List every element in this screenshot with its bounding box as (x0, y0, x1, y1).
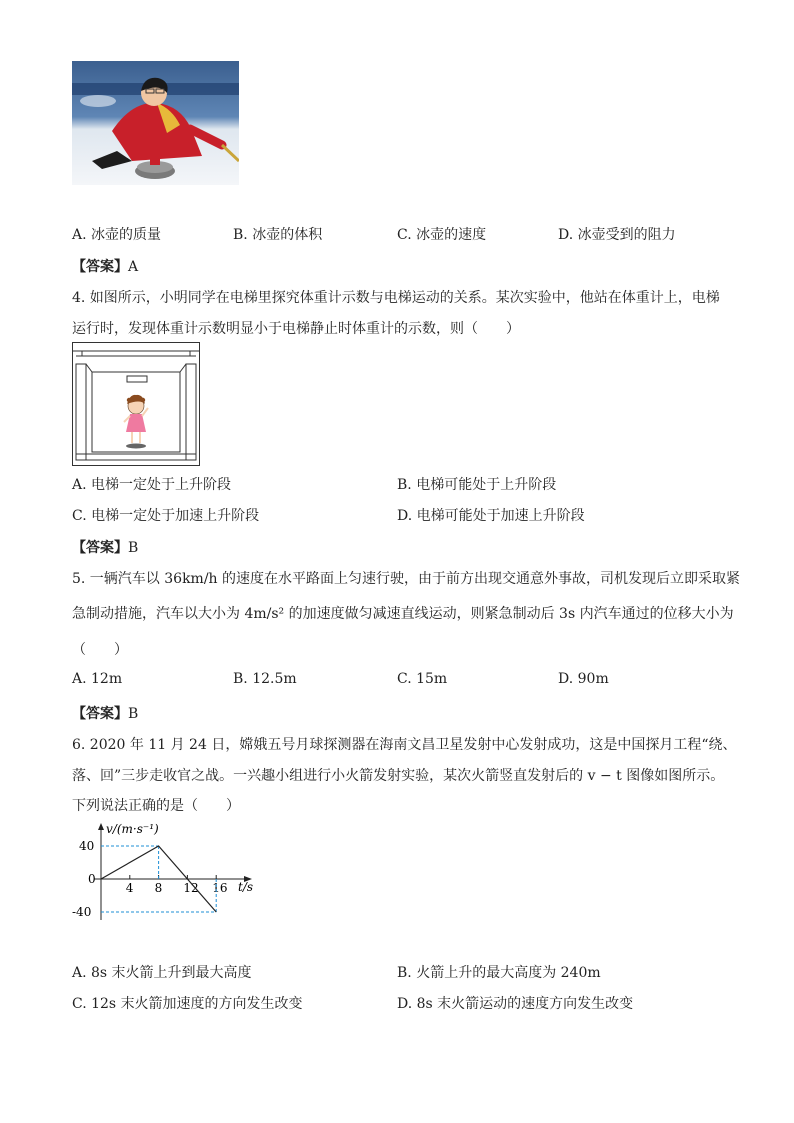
q3-option-a: A. 冰壶的质量 (72, 227, 162, 243)
q4-option-c: C. 电梯一定处于加速上升阶段 (72, 508, 260, 524)
answer-label: 【答案】 (72, 706, 128, 722)
y-tick-label: -40 (72, 905, 92, 919)
q4-stem-line-1: 4. 如图所示，小明同学在电梯里探究体重计示数与电梯运动的关系。某次实验中，他站在体重计上，电梯 (72, 290, 720, 306)
q5-stem-line-3: （ ） (72, 642, 128, 658)
q5-option-a: A. 12m (72, 671, 123, 687)
q3-answer (72, 256, 138, 276)
y-axis-label: v/(m·s⁻¹) (106, 822, 159, 836)
q4-answer (72, 537, 138, 557)
curling-photo (72, 61, 239, 185)
vt-graph-svg (72, 820, 272, 925)
q6-option-b: B. 火箭上升的最大高度为 240m (397, 965, 601, 981)
elevator-diagram (72, 342, 200, 466)
vt-graph (72, 820, 272, 925)
q4-option-b: B. 电梯可能处于上升阶段 (397, 477, 557, 493)
answer-value: B (128, 540, 139, 556)
q6-stem-line-2: 落、回”三步走收官之战。一兴趣小组进行小火箭发射实验，某次火箭竖直发射后的 v − t 图像如图所示。 (72, 768, 725, 784)
x-tick-label: 4 (125, 881, 134, 895)
curling-photo-image (72, 61, 239, 185)
answer-value: A (128, 259, 139, 275)
q5-stem-line-2: 急制动措施，汽车以大小为 4m/s² 的加速度做匀减速直线运动，则紧急制动后 3s 内汽车通过的位移大小为 (72, 606, 734, 622)
q6-stem-line-3: 下列说法正确的是（ ） (72, 798, 240, 814)
q5-answer (72, 703, 138, 723)
answer-label: 【答案】 (72, 540, 128, 556)
q6-option-c: C. 12s 末火箭加速度的方向发生改变 (72, 996, 303, 1012)
answer-label: 【答案】 (72, 259, 128, 275)
y-axis-arrow (98, 823, 104, 830)
q3-option-d: D. 冰壶受到的阻力 (558, 227, 676, 243)
answer-value: B (128, 706, 139, 722)
q3-option-c: C. 冰壶的速度 (397, 227, 487, 243)
q5-stem-line-1: 5. 一辆汽车以 36km/h 的速度在水平路面上匀速行驶，由于前方出现交通意外事故，司机发现后立即采取紧 (72, 571, 741, 587)
x-tick-label: 12 (183, 881, 199, 895)
q3-option-b: B. 冰壶的体积 (233, 227, 323, 243)
q4-option-a: A. 电梯一定处于上升阶段 (72, 477, 232, 493)
x-tick-label: 16 (212, 881, 228, 895)
elevator-figure (72, 342, 200, 466)
x-axis-label: t/s (238, 880, 254, 894)
y-tick-label: 0 (88, 872, 96, 886)
y-tick-label: 40 (79, 839, 95, 853)
q6-option-a: A. 8s 末火箭上升到最大高度 (72, 965, 252, 981)
q6-stem-line-1: 6. 2020 年 11 月 24 日，嫦娥五号月球探测器在海南文昌卫星发射中心发射成功，这是中国探月工程“绕、 (72, 737, 737, 753)
q6-option-d: D. 8s 末火箭运动的速度方向发生改变 (397, 996, 634, 1012)
q4-stem-line-2: 运行时，发现体重计示数明显小于电梯静止时体重计的示数，则（ ） (72, 321, 520, 337)
q4-option-d: D. 电梯可能处于加速上升阶段 (397, 508, 585, 524)
q5-option-b: B. 12.5m (233, 671, 297, 687)
x-tick-label: 8 (154, 881, 163, 895)
q5-option-d: D. 90m (558, 671, 609, 687)
q5-option-c: C. 15m (397, 671, 448, 687)
